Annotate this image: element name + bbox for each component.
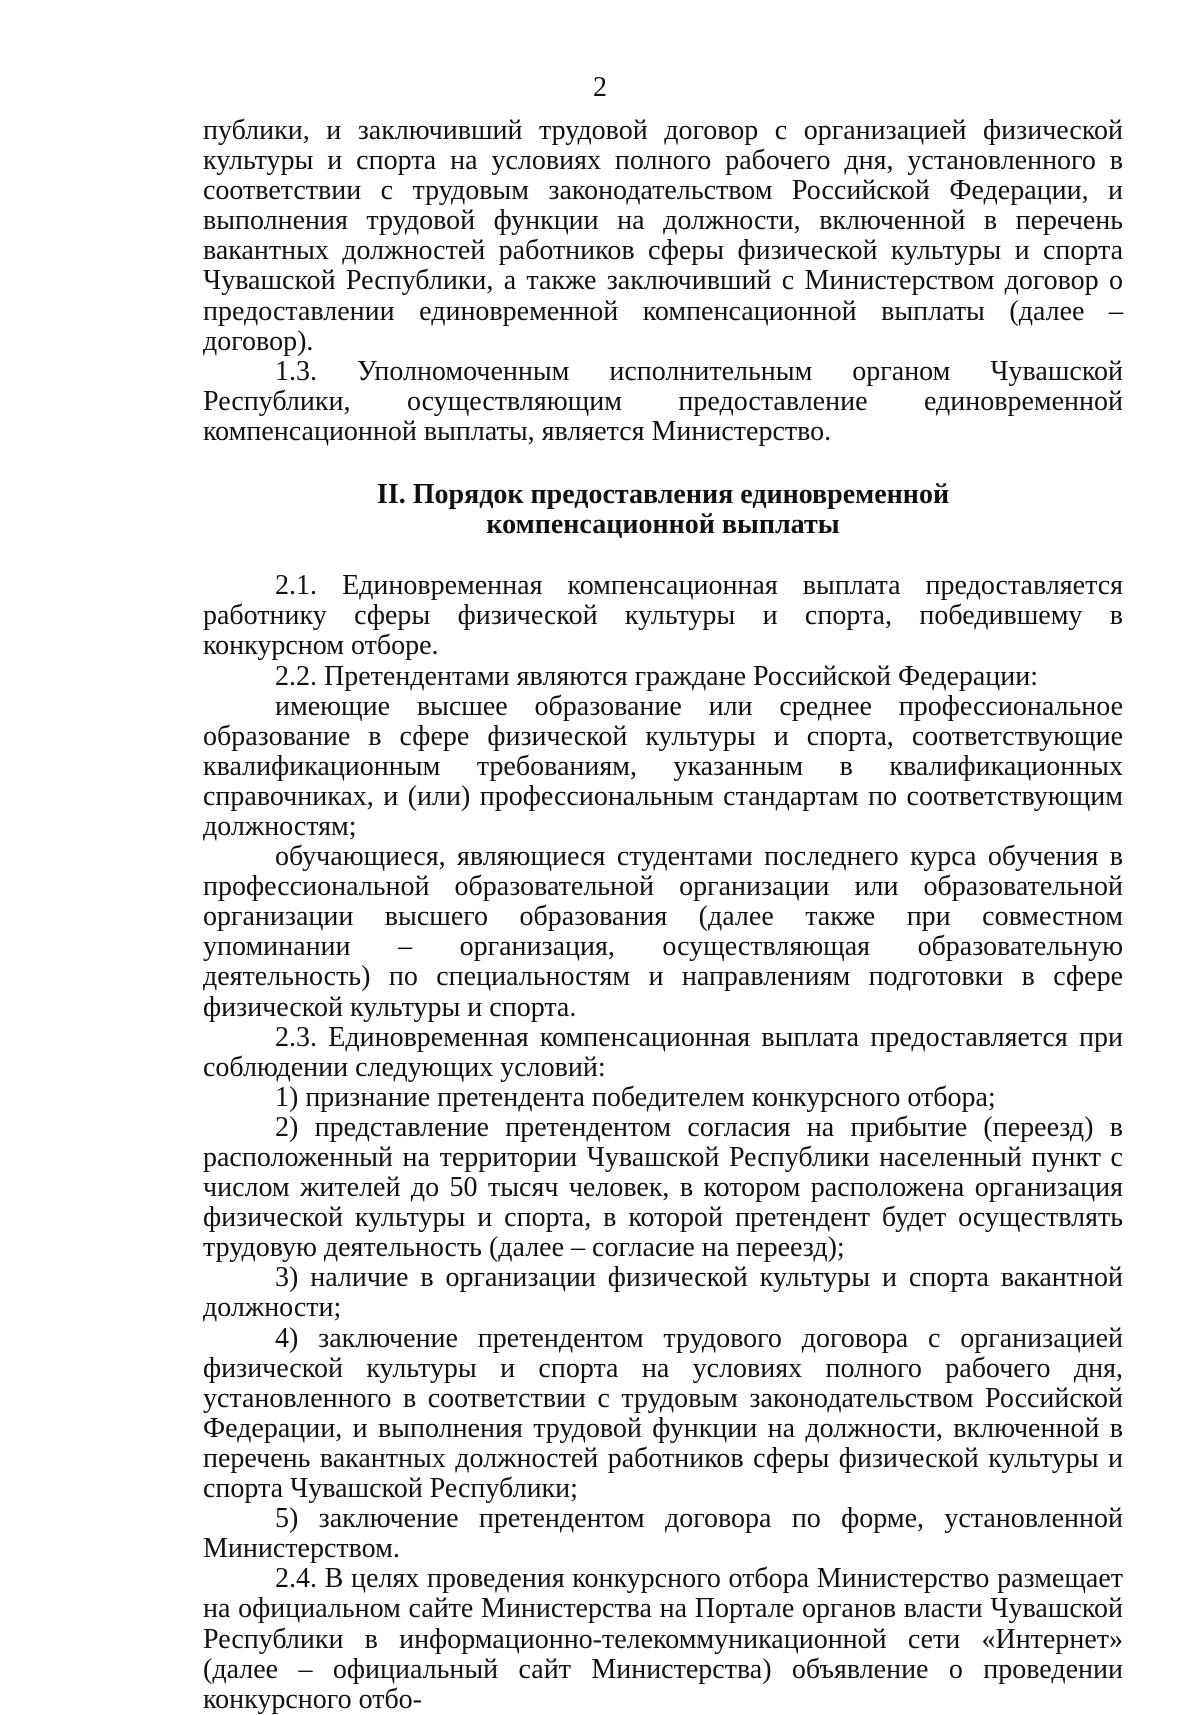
paragraph-2-3-item-2: 2) представление претендентом согласия на прибытие (переезд) в расположенный на территории Чувашской Республики населенный пункт с числом жителей до 50 тысяч человек, в котором расположена организация физической культуры и спорта, в которой претендент будет осуществлять трудовую деятельность (далее – согласие на переезд); [203,1111,1123,1264]
section-heading [203,480,1123,540]
paragraph-1-3: 1.3. Уполномоченным исполнительным органом Чувашской Республики, осуществляющим предоставление единовременной компенсационной выплаты, является Министерство. [203,355,1123,447]
paragraph-2-3-item-1: 1) признание претендента победителем конкурсного отбора; [275,1081,996,1113]
paragraph-2-3-item-3: 3) наличие в организации физической культуры и спорта вакантной должности; [203,1262,1123,1324]
section-heading-line-2: компенсационной выплаты [486,509,840,541]
document-body [203,116,1123,1715]
paragraph-2-1: 2.1. Единовременная компенсационная выплата предоставляется работнику сферы физической культуры и спорта, победившему в конкурсном отборе. [203,570,1123,662]
section-heading-line-1: II. Порядок предоставления единовременной [376,479,950,511]
paragraph-2-3: 2.3. Единовременная компенсационная выплата предоставляется при соблюдении следующих условий: [203,1021,1123,1083]
page-number: 2 [593,72,607,103]
paragraph-2-4: 2.4. В целях проведения конкурсного отбора Министерство размещает на официальном сайте Министерства на Портале органов власти Чувашской Республики в информационно-телекоммуникационной сети «Интернет» (далее – официальный сайт Министерства) объявление о проведении конкурсного отбо- [203,1563,1123,1715]
paragraph-2-3-item-5: 5) заключение претендентом договора по форме, установленной Министерством. [203,1503,1123,1565]
paragraph-continuation: публики, и заключивший трудовой договор с организацией физической культуры и спорта на условиях полного рабочего дня, установленного в соответствии с трудовым законодательством Российской Федерации, и выполнения трудовой функции на должности, включенной в перечень вакантных должностей работников сферы физической культуры и спорта Чувашской Республики, а также заключивший с Министерством договор о предоставлении единовременной компенсационной выплаты (далее – договор). [203,115,1123,357]
paragraph-2-2-item-a: имеющие высшее образование или среднее профессиональное образование в сфере физической культуры и спорта, соответствующие квалификационным требованиям, указанным в квалификационных справочниках, и (или) профессиональным стандартам по соответствующим должностям; [203,690,1123,842]
paragraph-2-2: 2.2. Претендентами являются граждане Российской Федерации: [275,660,1039,692]
paragraph-2-3-item-4: 4) заключение претендентом трудового договора с организацией физической культуры и спорта на условиях полного рабочего дня, установленного в соответствии с трудовым законодательством Российской Федерации, и выполнения трудовой функции на должности, включенной в перечень вакантных должностей работников сферы физической культуры и спорта Чувашской Республики; [203,1322,1123,1505]
paragraph-2-2-item-b: обучающиеся, являющиеся студентами последнего курса обучения в профессиональной образовательной организации или образовательной организации высшего образования (далее также при совместном упоминании – организация, осуществляющая образовательную деятельность) по специальностям и направлениям подготовки в сфере физической культуры и спорта. [203,841,1123,1023]
